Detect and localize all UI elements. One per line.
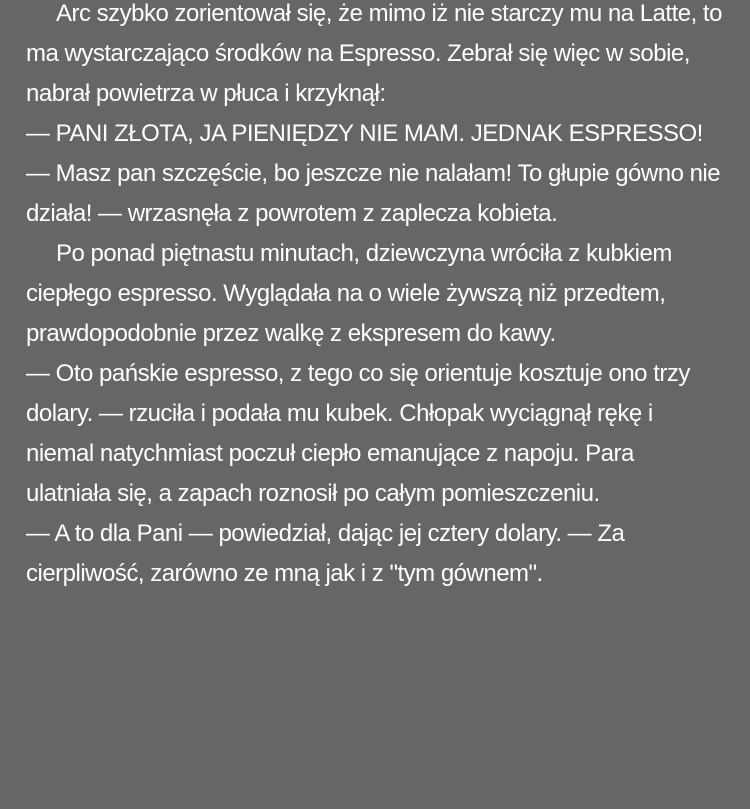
paragraph-4: Po ponad piętnastu minutach, dziewczyna wróciła z kubkiem ciepłego espresso. Wyglądała na o wiele żywszą niż przedtem, prawdopodobnie przez walkę z ekspresem do kawy. <box>26 240 672 347</box>
paragraph-2: — PANI ZŁOTA, JA PIENIĘDZY NIE MAM. JEDNAK ESPRESSO! <box>26 120 703 147</box>
paragraph-5: — Oto pańskie espresso, z tego co się orientuje kosztuje ono trzy dolary. — rzuciła i podała mu kubek. Chłopak wyciągnął rękę i niemal natychmiast poczuł ciepło emanujące z napoju. Para ulatniała się, a zapach roznosił po całym pomieszczeniu. <box>26 360 690 507</box>
paragraph-6: — A to dla Pani — powiedział, dając jej cztery dolary. — Za cierpliwość, zarówno ze mną jak i z "tym gównem". <box>26 520 625 587</box>
paragraph-1: Arc szybko zorientował się, że mimo iż nie starczy mu na Latte, to ma wystarczająco środków na Espresso. Zebrał się więc w sobie, nabrał powietrza w płuca i krzyknął: <box>26 0 722 107</box>
paragraph-3: — Masz pan szczęście, bo jeszcze nie nalałam! To głupie gówno nie działa! — wrzasnęła z powrotem z zaplecza kobieta. <box>26 160 721 227</box>
